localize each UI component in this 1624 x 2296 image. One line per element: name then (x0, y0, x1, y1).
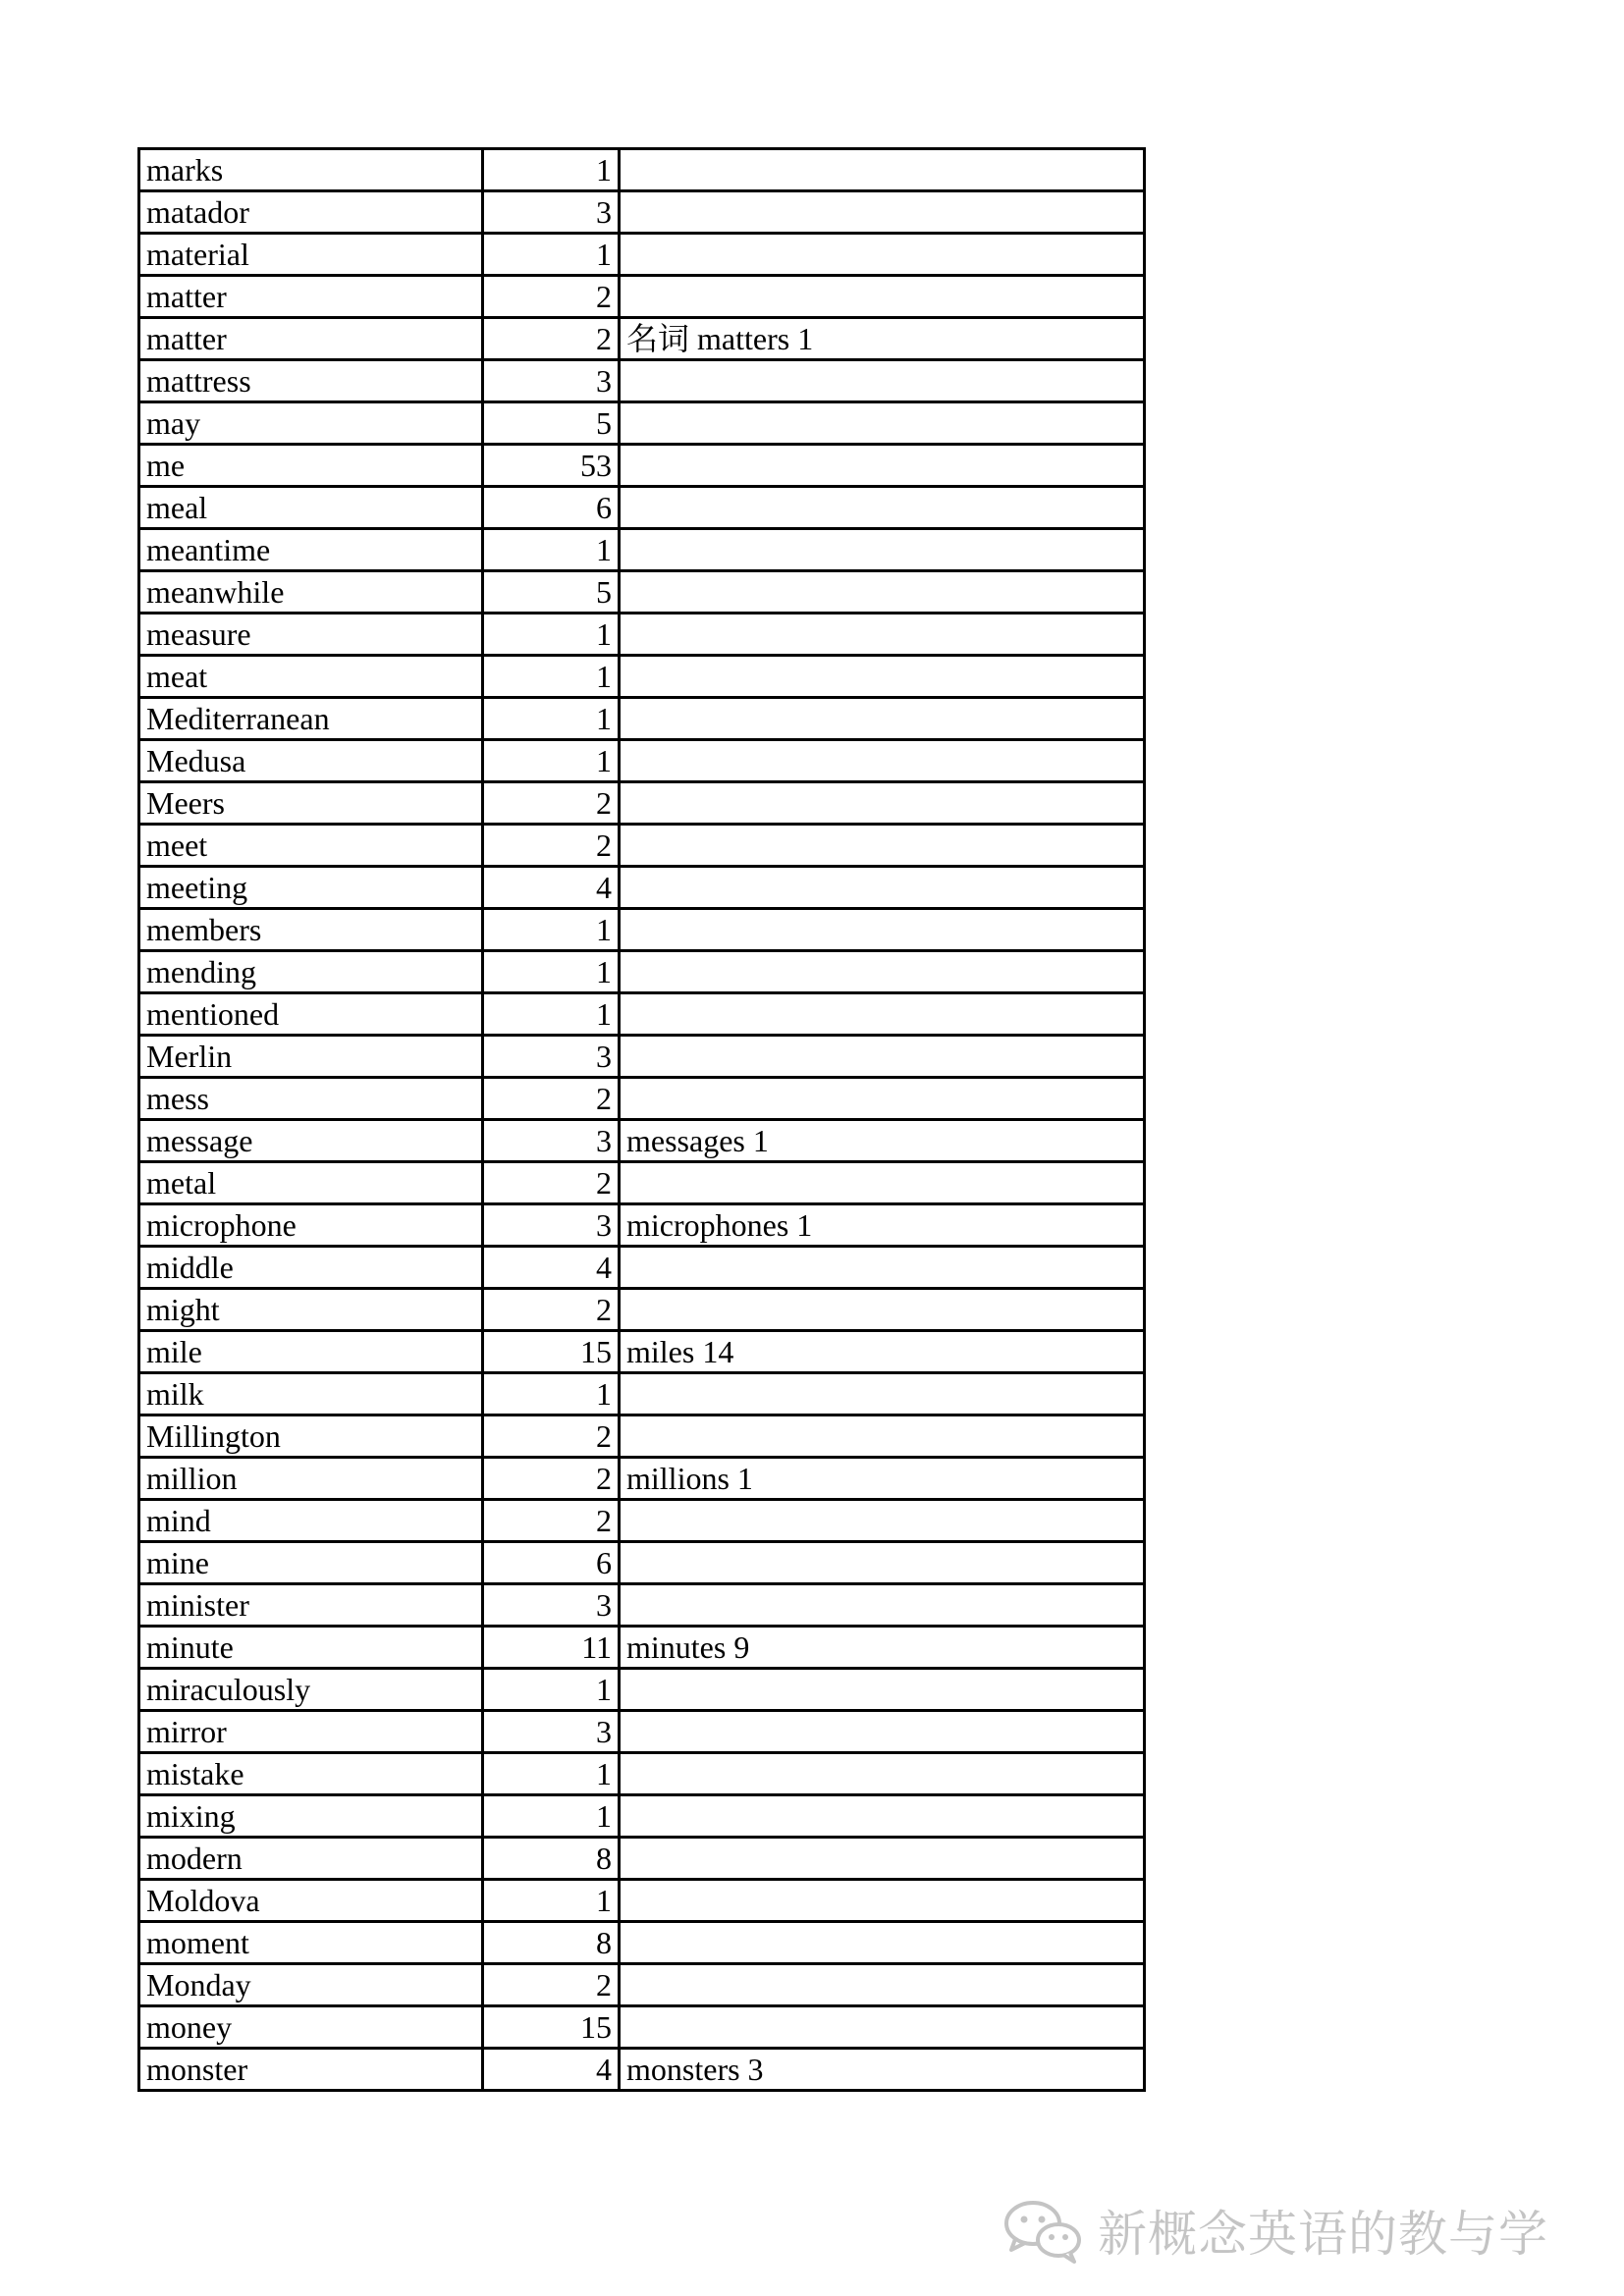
count-cell: 5 (483, 571, 620, 614)
word-cell: milk (139, 1373, 483, 1415)
count-cell: 2 (483, 825, 620, 867)
note-cell (620, 149, 1145, 191)
note-cell (620, 1880, 1145, 1922)
table-row (139, 234, 1145, 276)
table-row (139, 1331, 1145, 1373)
word-cell: Monday (139, 1964, 483, 2006)
table-row (139, 1627, 1145, 1669)
count-cell: 8 (483, 1922, 620, 1964)
count-cell: 2 (483, 1964, 620, 2006)
word-cell: million (139, 1458, 483, 1500)
count-cell: 1 (483, 234, 620, 276)
note-cell (620, 740, 1145, 782)
note-cell (620, 1711, 1145, 1753)
count-cell: 3 (483, 1036, 620, 1078)
table-row (139, 1838, 1145, 1880)
count-cell: 1 (483, 740, 620, 782)
table-row (139, 191, 1145, 234)
count-cell: 1 (483, 529, 620, 571)
word-cell: marks (139, 149, 483, 191)
table-row (139, 656, 1145, 698)
note-cell (620, 656, 1145, 698)
word-cell: modern (139, 1838, 483, 1880)
word-cell: miraculously (139, 1669, 483, 1711)
word-cell: metal (139, 1162, 483, 1204)
count-cell: 1 (483, 656, 620, 698)
note-cell (620, 867, 1145, 909)
note-cell (620, 825, 1145, 867)
watermark-text: 新概念英语的教与学 (1098, 2206, 1548, 2263)
table-row (139, 1204, 1145, 1247)
table-row (139, 529, 1145, 571)
note-cell: monsters 3 (620, 2049, 1145, 2091)
word-cell: money (139, 2006, 483, 2049)
word-cell: middle (139, 1247, 483, 1289)
word-cell: meeting (139, 867, 483, 909)
count-cell: 2 (483, 1078, 620, 1120)
table-row (139, 698, 1145, 740)
note-cell (620, 1500, 1145, 1542)
count-cell: 1 (483, 614, 620, 656)
word-cell: mattress (139, 360, 483, 402)
word-cell: material (139, 234, 483, 276)
word-cell: meet (139, 825, 483, 867)
table-row (139, 1542, 1145, 1584)
word-cell: mine (139, 1542, 483, 1584)
word-cell: meal (139, 487, 483, 529)
count-cell: 2 (483, 276, 620, 318)
note-cell (620, 1753, 1145, 1795)
word-cell: microphone (139, 1204, 483, 1247)
word-cell: Mediterranean (139, 698, 483, 740)
note-cell (620, 2006, 1145, 2049)
word-cell: monster (139, 2049, 483, 2091)
count-cell: 1 (483, 149, 620, 191)
count-cell: 2 (483, 1289, 620, 1331)
table-row (139, 2006, 1145, 2049)
note-cell (620, 529, 1145, 571)
count-cell: 1 (483, 1795, 620, 1838)
table-row (139, 445, 1145, 487)
wechat-icon (1001, 2196, 1086, 2265)
table-row (139, 1415, 1145, 1458)
table-row (139, 2049, 1145, 2091)
word-cell: Medusa (139, 740, 483, 782)
note-cell (620, 614, 1145, 656)
count-cell: 3 (483, 1204, 620, 1247)
count-cell: 5 (483, 402, 620, 445)
note-cell (620, 951, 1145, 993)
table-row (139, 1584, 1145, 1627)
table-row (139, 909, 1145, 951)
word-cell: moment (139, 1922, 483, 1964)
table-row (139, 614, 1145, 656)
note-cell (620, 1795, 1145, 1838)
count-cell: 1 (483, 993, 620, 1036)
table-row (139, 1289, 1145, 1331)
count-cell: 3 (483, 360, 620, 402)
word-cell: minute (139, 1627, 483, 1669)
table-row (139, 487, 1145, 529)
table-row (139, 1964, 1145, 2006)
note-cell (620, 276, 1145, 318)
count-cell: 3 (483, 1711, 620, 1753)
count-cell: 2 (483, 1500, 620, 1542)
count-cell: 6 (483, 487, 620, 529)
table-row (139, 993, 1145, 1036)
note-cell (620, 360, 1145, 402)
count-cell: 2 (483, 1415, 620, 1458)
word-frequency-table-body (139, 149, 1145, 2091)
word-cell: mistake (139, 1753, 483, 1795)
count-cell: 3 (483, 1120, 620, 1162)
word-cell: mixing (139, 1795, 483, 1838)
note-cell (620, 402, 1145, 445)
count-cell: 3 (483, 191, 620, 234)
note-cell (620, 445, 1145, 487)
table-row (139, 149, 1145, 191)
table-row (139, 1078, 1145, 1120)
count-cell: 1 (483, 698, 620, 740)
note-cell (620, 1036, 1145, 1078)
count-cell: 53 (483, 445, 620, 487)
word-cell: mile (139, 1331, 483, 1373)
count-cell: 1 (483, 951, 620, 993)
word-cell: matador (139, 191, 483, 234)
table-row (139, 402, 1145, 445)
word-cell: Moldova (139, 1880, 483, 1922)
note-cell (620, 487, 1145, 529)
table-row (139, 1753, 1145, 1795)
table-row (139, 1162, 1145, 1204)
note-cell: 名词 matters 1 (620, 318, 1145, 360)
word-cell: message (139, 1120, 483, 1162)
table-row (139, 1120, 1145, 1162)
count-cell: 4 (483, 2049, 620, 2091)
table-row (139, 571, 1145, 614)
table-row (139, 1669, 1145, 1711)
table-row (139, 1036, 1145, 1078)
count-cell: 4 (483, 867, 620, 909)
word-cell: meanwhile (139, 571, 483, 614)
note-cell (620, 1415, 1145, 1458)
note-cell (620, 1584, 1145, 1627)
note-cell (620, 782, 1145, 825)
count-cell: 8 (483, 1838, 620, 1880)
table-row (139, 1922, 1145, 1964)
table-row (139, 825, 1145, 867)
table-row (139, 360, 1145, 402)
count-cell: 3 (483, 1584, 620, 1627)
note-cell: minutes 9 (620, 1627, 1145, 1669)
table-row (139, 1247, 1145, 1289)
table-row (139, 740, 1145, 782)
note-cell (620, 234, 1145, 276)
table-row (139, 1711, 1145, 1753)
note-cell (620, 1542, 1145, 1584)
note-cell (620, 909, 1145, 951)
note-cell (620, 698, 1145, 740)
count-cell: 1 (483, 1373, 620, 1415)
count-cell: 4 (483, 1247, 620, 1289)
word-frequency-table (137, 147, 1146, 2092)
word-cell: Merlin (139, 1036, 483, 1078)
note-cell (620, 1964, 1145, 2006)
word-cell: might (139, 1289, 483, 1331)
note-cell (620, 571, 1145, 614)
note-cell (620, 1373, 1145, 1415)
count-cell: 2 (483, 782, 620, 825)
note-cell: miles 14 (620, 1331, 1145, 1373)
count-cell: 6 (483, 1542, 620, 1584)
count-cell: 1 (483, 1880, 620, 1922)
count-cell: 11 (483, 1627, 620, 1669)
table-row (139, 276, 1145, 318)
note-cell (620, 1162, 1145, 1204)
table-row (139, 318, 1145, 360)
count-cell: 15 (483, 2006, 620, 2049)
watermark (1001, 2191, 1548, 2269)
table-row (139, 782, 1145, 825)
table-row (139, 1500, 1145, 1542)
note-cell (620, 191, 1145, 234)
word-cell: measure (139, 614, 483, 656)
note-cell: microphones 1 (620, 1204, 1145, 1247)
count-cell: 2 (483, 318, 620, 360)
table-row (139, 1880, 1145, 1922)
count-cell: 2 (483, 1458, 620, 1500)
word-cell: minister (139, 1584, 483, 1627)
count-cell: 1 (483, 1669, 620, 1711)
count-cell: 1 (483, 1753, 620, 1795)
count-cell: 15 (483, 1331, 620, 1373)
note-cell (620, 1922, 1145, 1964)
note-cell (620, 1289, 1145, 1331)
word-cell: mess (139, 1078, 483, 1120)
note-cell (620, 1838, 1145, 1880)
note-cell: messages 1 (620, 1120, 1145, 1162)
word-cell: members (139, 909, 483, 951)
count-cell: 1 (483, 909, 620, 951)
word-cell: mind (139, 1500, 483, 1542)
table-row (139, 1373, 1145, 1415)
word-cell: matter (139, 276, 483, 318)
word-cell: Meers (139, 782, 483, 825)
note-cell (620, 1247, 1145, 1289)
word-cell: mending (139, 951, 483, 993)
word-cell: matter (139, 318, 483, 360)
note-cell: millions 1 (620, 1458, 1145, 1500)
word-cell: meat (139, 656, 483, 698)
table-row (139, 951, 1145, 993)
table-row (139, 1458, 1145, 1500)
count-cell: 2 (483, 1162, 620, 1204)
table-row (139, 1795, 1145, 1838)
word-cell: Millington (139, 1415, 483, 1458)
word-cell: mentioned (139, 993, 483, 1036)
word-cell: meantime (139, 529, 483, 571)
note-cell (620, 1078, 1145, 1120)
note-cell (620, 993, 1145, 1036)
word-cell: me (139, 445, 483, 487)
word-cell: may (139, 402, 483, 445)
note-cell (620, 1669, 1145, 1711)
table-row (139, 867, 1145, 909)
word-cell: mirror (139, 1711, 483, 1753)
